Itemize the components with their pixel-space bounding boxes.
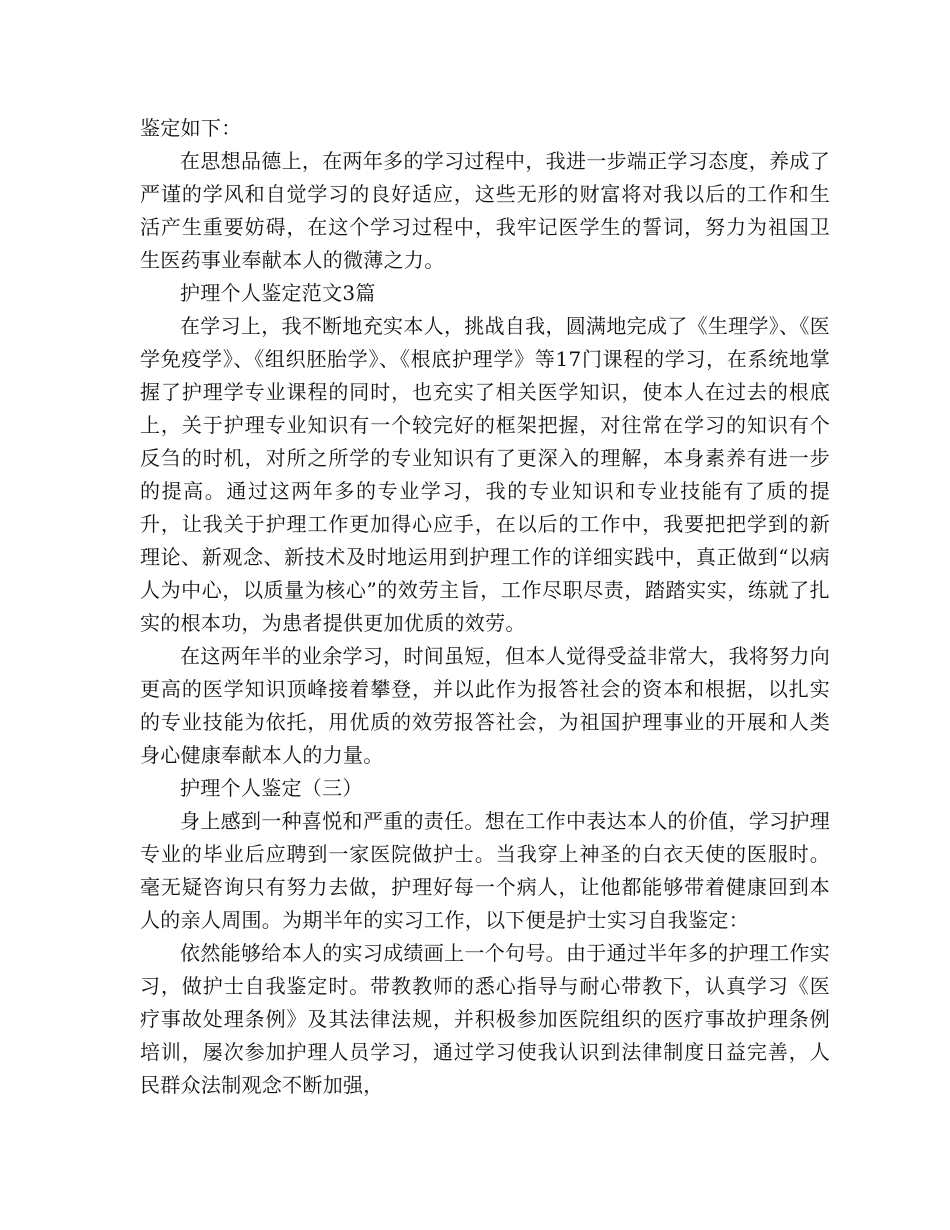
section-heading-nursing-appraisal: 护理个人鉴定范文3篇 <box>180 281 376 305</box>
paragraph-internship: 依然能够给本人的实习成绩画上一个句号。由于通过半年多的护理工作实习，做护士自我鉴定时。带教教师的悉心指导与耐心带教下，认真学习《医疗事故处理条例》及其法律法规，并积极参加医院组织的医疗事故护理条例培训，屡次参加护理人员学习，通过学习使我认识到法律制度日益完善，人民群众法制观念不断加强， <box>140 941 830 1097</box>
paragraph-study: 在学习上，我不断地充实本人，挑战自我，圆满地完成了《生理学》、《医学免疫学》、《组织胚胎学》、《根底护理学》等17门课程的学习，在系统地掌握了护理学专业课程的同时，也充实了相关医学知识，使本人在过去的根底上，关于护理专业知识有一个较完好的框架把握，对往常在学习的知识有个反刍的时机，对所之所学的专业知识有了更深入的理解，本身素养有进一步的提高。通过这两年多的专业学习，我的专业知识和专业技能有了质的提升，让我关于护理工作更加得心应手，在以后的工作中，我要把把学到的新理论、新观念、新技术及时地运用到护理工作的详细实践中，真正做到“以病人为中心，以质量为核心”的效劳主旨，工作尽职尽责，踏踏实实，练就了扎实的根本功，为患者提供更加优质的效劳。 <box>140 314 830 635</box>
paragraph-responsibility: 身上感到一种喜悦和严重的责任。想在工作中表达本人的价值，学习护理专业的毕业后应聘到一家医院做护士。当我穿上神圣的白衣天使的医服时。毫无疑咨询只有努力去做，护理好每一个病人，让他都能够带着健康回到本人的亲人周围。为期半年的实习工作，以下便是护士实习自我鉴定： <box>140 809 830 932</box>
document-body <box>140 112 830 1102</box>
paragraph-intro: 鉴定如下： <box>140 116 242 140</box>
section-heading-appraisal-three: 护理个人鉴定（三） <box>180 776 363 800</box>
paragraph-spare-time-study: 在这两年半的业余学习，时间虽短，但本人觉得受益非常大，我将努力向更高的医学知识顶峰接着攀登，并以此作为报答社会的资本和根据，以扎实的专业技能为依托，用优质的效劳报答社会，为祖国护理事业的开展和人类身心健康奉献本人的力量。 <box>140 644 830 767</box>
paragraph-moral-character: 在思想品德上，在两年多的学习过程中，我进一步端正学习态度，养成了严谨的学风和自觉学习的良好适应，这些无形的财富将对我以后的工作和生活产生重要妨碍，在这个学习过程中，我牢记医学生的誓词，努力为祖国卫生医药事业奉献本人的微薄之力。 <box>140 149 830 272</box>
